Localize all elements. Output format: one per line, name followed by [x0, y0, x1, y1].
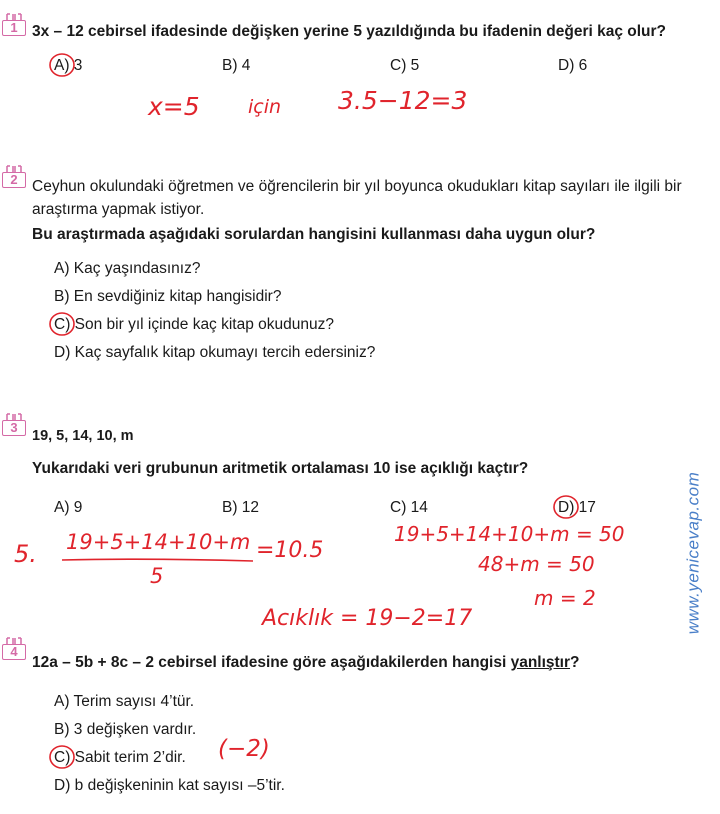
option-a[interactable]: A) 3 — [54, 57, 83, 74]
option-c[interactable]: C) 5 — [390, 57, 420, 74]
question-prompt: Bu araştırmada aşağıdaki sorulardan hangisini kullanması daha uygun olur? — [32, 226, 596, 243]
answer-circle — [50, 313, 74, 335]
question-number: 2 — [2, 172, 26, 188]
handwritten-note: 5. — [14, 540, 37, 568]
answer-circle — [50, 746, 74, 768]
handwritten-note: 19+5+14+10+m — [66, 530, 251, 554]
watermark: www.yenicevap.com — [683, 471, 703, 635]
question-text: 3x – 12 cebirsel ifadesinde değişken yerine 5 yazıldığında bu ifadenin değeri kaç olur? — [32, 23, 667, 40]
handwritten-note: 5 — [150, 564, 164, 588]
option-d[interactable]: D) 6 — [558, 57, 588, 74]
handwritten-note: (−2) — [218, 736, 270, 762]
handwritten-note: 19+5+14+10+m = 50 — [394, 522, 625, 546]
option-d[interactable]: D) Kaç sayfalık kitap okumayı tercih edersiniz? — [54, 344, 376, 361]
handwritten-note: Acıklık = 19−2=17 — [262, 606, 473, 631]
question-text: Ceyhun okulundaki öğretmen ve öğrencilerin bir yıl boyunca okudukları kitap sayıları ile ilgili bir araştırma yapmak istiyor. — [32, 178, 682, 218]
handwritten-note: 3.5−12=3 — [338, 86, 468, 115]
option-b[interactable]: B) En sevdiğiniz kitap hangisidir? — [54, 288, 282, 305]
question-number: 4 — [2, 644, 26, 660]
option-b[interactable]: B) 12 — [222, 499, 260, 516]
option-d[interactable]: D) b değişkeninin kat sayısı –5’tir. — [54, 777, 285, 794]
handwritten-note: 48+m = 50 — [478, 552, 595, 576]
emphasis-underlined: yanlıştır — [510, 654, 571, 671]
option-b[interactable]: B) 4 — [222, 57, 251, 74]
question-number: 1 — [2, 20, 26, 36]
option-c[interactable]: C) Son bir yıl içinde kaç kitap okudunuz? — [54, 316, 335, 333]
option-c[interactable]: C) 14 — [390, 499, 428, 516]
option-c[interactable]: C) Sabit terim 2’dir. — [54, 749, 186, 766]
answer-circle — [50, 54, 74, 76]
fraction-bar — [62, 559, 253, 561]
option-a[interactable]: A) Terim sayısı 4’tür. — [54, 693, 195, 710]
question-text: 12a – 5b + 8c – 2 cebirsel ifadesine göre aşağıdakilerden hangisi yanlıştır? — [32, 654, 580, 671]
option-a[interactable]: A) 9 — [54, 499, 83, 516]
question-number: 3 — [2, 420, 26, 436]
answer-circle — [554, 496, 578, 518]
option-a[interactable]: A) Kaç yaşındasınız? — [54, 260, 201, 277]
option-b[interactable]: B) 3 değişken vardır. — [54, 721, 197, 738]
handwritten-note: için — [248, 96, 282, 118]
handwritten-note: x=5 — [148, 92, 200, 121]
handwritten-note: m = 2 — [534, 586, 596, 610]
data-set: 19, 5, 14, 10, m — [32, 428, 134, 444]
handwritten-note: =10.5 — [256, 538, 324, 563]
question-text: Yukarıdaki veri grubunun aritmetik ortalaması 10 ise açıklığı kaçtır? — [32, 460, 529, 477]
option-d[interactable]: D) 17 — [558, 499, 596, 516]
